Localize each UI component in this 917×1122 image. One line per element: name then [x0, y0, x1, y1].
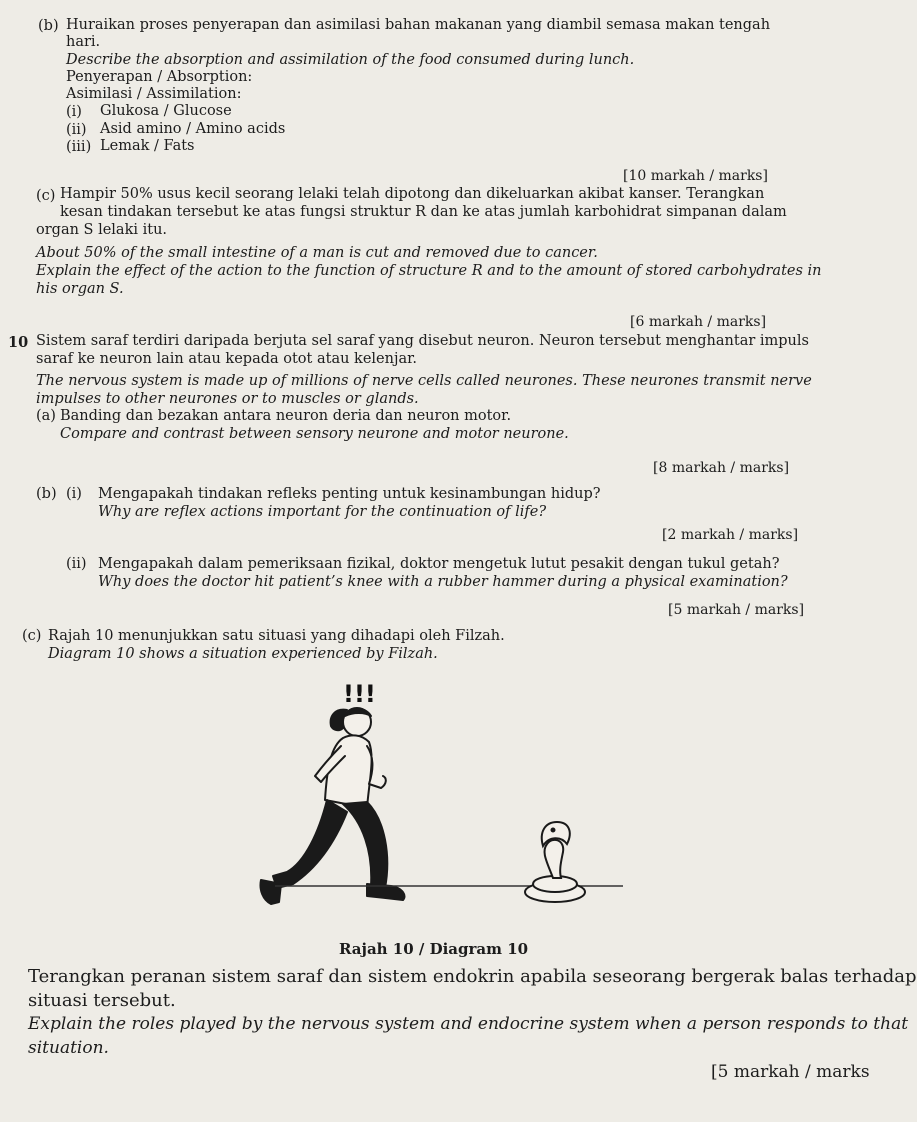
q10b-i-malay: Mengapakah tindakan refleks penting untuk kesinambungan hidup? — [98, 486, 601, 502]
q10a-english: Compare and contrast between sensory neurone and motor neurone. — [60, 426, 569, 442]
q9c-malay-line3: organ S lelaki itu. — [36, 222, 168, 238]
q9c-malay-line2: kesan tindakan tersebut ke atas fungsi struktur R dan ke atas jumlah karbohidrat simpanan dalam — [60, 204, 787, 220]
q9b-malay-line2: hari. — [66, 34, 101, 50]
q10b-number: (b) — [36, 486, 57, 502]
q10c-marks: [5 markah / marks — [711, 1062, 870, 1082]
q9c-english-line1: About 50% of the small intestine of a man is cut and removed due to cancer. — [36, 245, 598, 261]
q9c-english-line2: Explain the effect of the action to the function of structure R and to the amount of stored carbohydrates in — [36, 263, 822, 279]
running-girl-figure — [260, 708, 404, 904]
q10b-ii-malay: Mengapakah dalam pemeriksaan fizikal, doktor mengetuk lutut pesakit dengan tukul getah? — [98, 556, 780, 572]
q10-number: 10 — [8, 334, 29, 351]
q10c-malay: Rajah 10 menunjukkan satu situasi yang dihadapi oleh Filzah. — [48, 628, 505, 644]
q9c-number: (c) — [36, 188, 56, 204]
q10b-ii-english: Why does the doctor hit patient’s knee with a rubber hammer during a physical examination? — [98, 574, 788, 590]
q10c-question-malay-line1: Terangkan peranan sistem saraf dan sistem endokrin apabila seseorang bergerak balas terhadap — [28, 966, 917, 987]
q9b-english: Describe the absorption and assimilation of the food consumed during lunch. — [66, 52, 635, 68]
q9b-malay-line1: Huraikan proses penyerapan dan asimilasi bahan makanan yang diambil semasa makan tengah — [66, 17, 771, 33]
q10c-english: Diagram 10 shows a situation experienced by Filzah. — [48, 646, 438, 662]
q10-malay-line1: Sistem saraf terdiri daripada berjuta sel saraf yang disebut neuron. Neuron tersebut menghantar impuls — [36, 333, 809, 349]
q10a-marks: [8 markah / marks] — [653, 460, 790, 476]
q10a-number: (a) — [36, 408, 56, 424]
q10c-number: (c) — [22, 628, 42, 644]
q9b-item-number: (i) — [66, 104, 82, 120]
q9c-english-line3: his organ S. — [36, 281, 124, 297]
q10-malay-line2: saraf ke neuron lain atau kepada otot atau kelenjar. — [36, 351, 418, 367]
q9b-marks: [10 markah / marks] — [623, 168, 768, 184]
q10b-i-english: Why are reflex actions important for the continuation of life? — [98, 504, 547, 520]
q9b-item-fats: Lemak / Fats — [100, 138, 195, 154]
diagram-10-figure — [235, 672, 635, 930]
q9b-item-glucose: Glukosa / Glucose — [100, 103, 232, 119]
q9b-assimilation-label: Asimilasi / Assimilation: — [66, 86, 242, 102]
q9b-item-amino-acids: Asid amino / Amino acids — [100, 121, 286, 137]
q10c-question-english-line1: Explain the roles played by the nervous system and endocrine system when a person responds to that — [28, 1014, 909, 1034]
diagram-caption: Rajah 10 / Diagram 10 — [339, 940, 529, 958]
q10b-ii-marks: [5 markah / marks] — [668, 602, 805, 618]
q9b-absorption-label: Penyerapan / Absorption: — [66, 69, 253, 85]
q10b-ii-number: (ii) — [66, 556, 87, 572]
q10c-question-english-line2: situation. — [28, 1038, 109, 1058]
exclamation-marks: !!! — [343, 680, 376, 708]
q10b-i-number: (i) — [66, 486, 82, 502]
q9b-item-number: (iii) — [66, 139, 92, 155]
q10b-i-marks: [2 markah / marks] — [662, 527, 799, 543]
q10a-malay: Banding dan bezakan antara neuron deria dan neuron motor. — [60, 408, 512, 424]
q10-english-line2: impulses to other neurones or to muscles or glands. — [36, 391, 419, 407]
q10-english-line1: The nervous system is made up of millions of nerve cells called neurones. These neurones transmit nerve — [36, 373, 812, 389]
q10c-question-malay-line2: situasi tersebut. — [28, 990, 176, 1011]
q9c-marks: [6 markah / marks] — [630, 314, 767, 330]
q9c-malay-line1: Hampir 50% usus kecil seorang lelaki telah dipotong dan dikeluarkan akibat kanser. Terangkan — [60, 186, 765, 202]
q9b-number: (b) — [38, 18, 59, 34]
q9b-item-number: (ii) — [66, 122, 87, 138]
cobra-snake-figure — [525, 822, 585, 902]
